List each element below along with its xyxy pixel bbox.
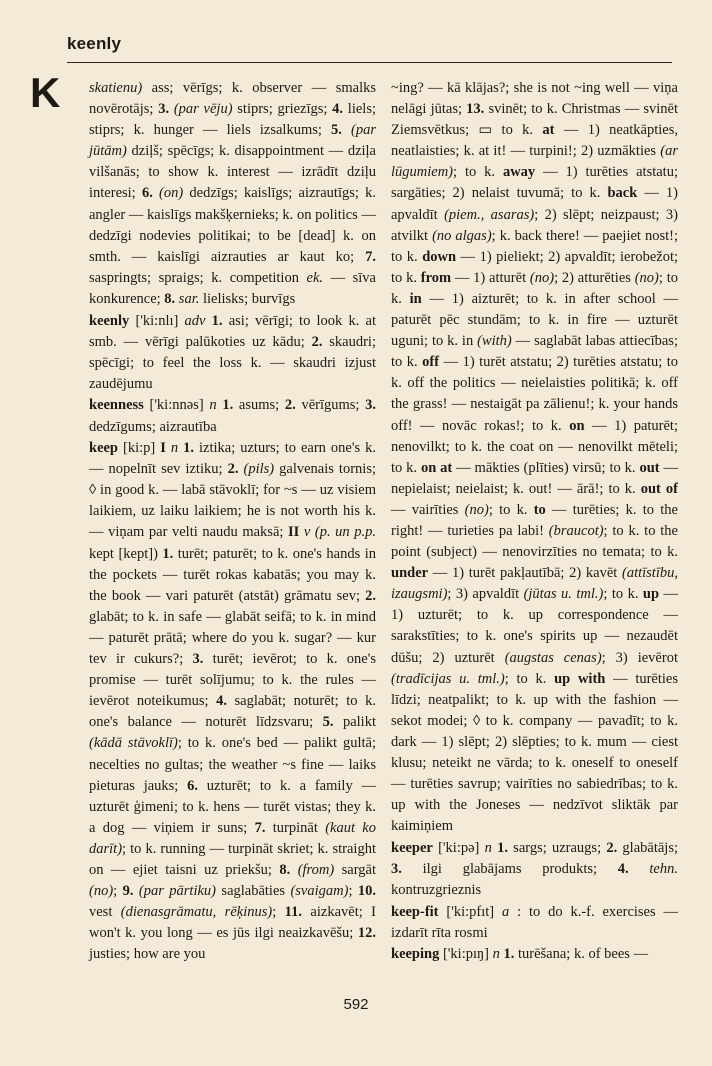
bold-text: 10. <box>357 883 377 900</box>
entry-text: dziļš; spēcīgs; k. disappointment — dziļa vilšanās; to show k. interest — izrādīt dziļu interesi; <box>89 143 376 202</box>
bold-text: 1. <box>183 440 194 457</box>
entry-text: ; to k. to the point (subject) — nenovirzīties no temata; to k. <box>391 522 678 561</box>
entry-text: ; to k. <box>453 164 503 181</box>
bold-text: 3. <box>158 101 170 118</box>
entry-text: — mākties (plīties) virsū; to k. <box>452 459 640 476</box>
entry-text: dedzīgs; kaislīgs; aizrautīgs; k. angler — kaislīgs makšķernieks; k. on politics — dedzīgi nodevies politikai; to be [dead] k. on smth. — kaislīgi aizrauties ar kaut ko; <box>89 185 376 265</box>
entry-text: ; 2) atturēties <box>554 269 635 286</box>
bold-text: out <box>639 459 660 476</box>
italic-text: (jūtas u. tml.) <box>523 586 604 603</box>
entry-text: — 1) atturēt <box>451 269 530 286</box>
entry-text: svinēt; to k. Christmas — svinēt Ziemsvētkus; ▭ to k. <box>391 101 679 139</box>
entry-text: asi; vērīgi; to look k. at smb. — vērīgi palūkoties uz kādu; <box>89 312 376 350</box>
entry-text: ['ki:pfıt] <box>438 903 502 920</box>
italic-text: (svaigam) <box>290 883 349 900</box>
thumb-index-letter: K <box>30 69 61 116</box>
bold-text: 1. <box>503 946 515 963</box>
italic-text: (no) <box>464 501 489 518</box>
bold-text: down <box>422 248 457 265</box>
bold-text: off <box>422 354 440 371</box>
entry-text: — 1) aizturēt; to k. in after school — paturēt pēc stundām; to k. in fire — uzturēt uguni; to k. in <box>391 290 678 350</box>
italic-text: (on) <box>159 185 184 202</box>
bold-text: on <box>569 417 585 434</box>
italic-text: (kādā stāvoklī) <box>89 735 178 752</box>
italic-text: tehn. <box>649 860 678 877</box>
entry-text: uzturēt; to k. a family — uzturēt ģimeni; to k. hens — turēt vistas; they k. a dog — viņiem ir suns; <box>89 777 376 836</box>
entry-text: ass; vērīgs; k. observer — smalks novērotājs; <box>89 80 376 118</box>
italic-text: (augstas cenas) <box>504 649 602 666</box>
header-rule <box>67 62 672 63</box>
bold-text: away <box>502 164 536 181</box>
bold-text: 7. <box>365 248 376 265</box>
italic-text: (kaut ko darīt) <box>89 819 376 857</box>
italic-text: n <box>484 839 492 856</box>
entry-text: aizkavēt; I won't k. you long — es jūs ilgi neaizkavēšu; <box>89 904 377 942</box>
entry-text: turēt; paturēt; to k. one's hands in the pockets — turēt rokas kabatās; you may k. the book — vari paturēt (atstāt) grāmatu sev; <box>89 545 376 604</box>
entry-text: — saglabāt labas attiecības; to k. <box>391 333 678 371</box>
bold-text: 8. <box>279 861 291 878</box>
bold-text: 1. <box>222 397 234 414</box>
bold-text: 3. <box>365 397 377 414</box>
bold-text: 1. <box>162 545 174 562</box>
italic-text: (from) <box>297 861 335 878</box>
bold-text: up with <box>554 670 606 687</box>
entry-text: ; <box>113 883 123 900</box>
bold-text: 4. <box>216 693 227 710</box>
entry-text: — 1) neatkāpties, neatlaisties; k. at it! — turpini!; 2) uzmākties <box>391 122 678 160</box>
entry-text: ; to k. one's bed — palikt gultā; necelties no gultas; the weather ~s fine — laiks pieturas jauks; <box>89 735 376 794</box>
bold-text: out of <box>640 480 678 497</box>
bold-text: keenness <box>89 397 144 414</box>
entry-text: ['ki:nnəs] <box>143 397 210 414</box>
bold-text: 2. <box>311 333 323 350</box>
dictionary-entry <box>89 438 376 965</box>
entry-text: skaudri; spēcīgi; to feel the loss k. — skaudri izjust zaudējumu <box>89 333 376 392</box>
entry-text: ['ki:nlı] <box>129 312 185 329</box>
bold-text: II <box>288 524 300 541</box>
italic-text: adv <box>184 312 206 329</box>
entry-text: ; to k. <box>504 670 555 687</box>
bold-text: keep <box>89 440 118 457</box>
entry-text: ; 2) slēpt; neizpaust; 3) atvilkt <box>391 206 678 244</box>
entry-text: ; to k. running — turpināt skriet; k. straight on — ejiet taisni uz priekšu; <box>89 840 376 878</box>
page-number: 592 <box>343 996 369 1013</box>
bold-text: 5. <box>322 714 334 731</box>
entry-text: ; to k. <box>391 269 678 307</box>
bold-text: 4. <box>332 101 344 118</box>
italic-text: n <box>170 440 179 457</box>
italic-text: (piem., asaras) <box>444 206 535 223</box>
entry-text: — 1) uzturēt; to k. up correspondence — sarakstīties; to k. one's spirits up — nezaudēt dūšu; 2) uzturēt <box>391 586 678 666</box>
entry-text: lielisks; burvīgs <box>199 290 296 307</box>
bold-text: 2. <box>227 461 239 478</box>
entry-text <box>290 862 297 878</box>
bold-text: 6. <box>187 777 198 794</box>
italic-text: v <box>303 524 311 541</box>
entry-text: ; k. back there! — paejiet nost!; to k. <box>391 227 678 265</box>
bold-text: keep-fit <box>391 903 439 920</box>
italic-text: (no) <box>89 883 114 900</box>
entry-text: glabāt; to k. in safe — glabāt seifā; to k. in mind — paturēt prātā; where do you k. sugar? — kur tev ir cukurs?; <box>89 608 376 668</box>
bold-text: back <box>607 185 638 202</box>
bold-text: 7. <box>254 819 266 836</box>
italic-text: (par vēju) <box>173 101 233 118</box>
italic-text: (no) <box>634 269 659 286</box>
entry-text: galvenais tornis; ◊ in good k. — labā stāvoklī; for ~s — uz visiem laikiem, uz laiku laikiem; he is not worth his k. — viņam par velti naudu maksā; <box>89 461 376 541</box>
entry-text: glabātājs; <box>617 839 678 856</box>
entry-text: palikt <box>333 714 376 731</box>
italic-text: (no) <box>529 269 555 286</box>
bold-text: keeping <box>391 946 440 963</box>
entry-text: ; 3) apvaldīt <box>447 586 524 603</box>
italic-text: (braucot) <box>548 522 604 539</box>
bold-text: 1. <box>497 839 508 856</box>
italic-text: a <box>501 903 510 920</box>
right-column <box>391 78 678 966</box>
dictionary-entry <box>89 311 376 395</box>
left-column <box>89 78 376 966</box>
entry-text: [ki:p] <box>118 440 161 457</box>
bold-text: 2. <box>606 839 618 856</box>
italic-text: (pils) <box>243 461 275 478</box>
bold-text: 1. <box>211 312 223 329</box>
entry-text: ; <box>272 904 285 921</box>
entry-text: vest <box>89 904 121 921</box>
entry-text: kontruzgrieznis <box>391 882 482 899</box>
bold-text: 3. <box>391 860 402 877</box>
bold-text: 2. <box>365 587 376 604</box>
entry-text: ~ing? — kā klājas?; she is not ~ing well — viņa nelāgi jūtas; <box>391 80 678 118</box>
entry-text: saspringts; spraigs; k. competition <box>89 269 307 286</box>
entry-continuation <box>391 78 678 837</box>
bold-text: up <box>642 586 660 603</box>
bold-text: 5. <box>331 122 342 139</box>
entry-text: iztika; uzturs; to earn one's k. — nopelnīt sev iztiku; <box>89 440 376 478</box>
running-head: keenly <box>67 34 122 53</box>
entry-text: kept [kept]) <box>89 545 163 562</box>
italic-text: (par jūtām) <box>89 122 376 160</box>
entry-text: — 1) pieliekt; 2) apvaldīt; ierobežot; to k. <box>391 248 678 286</box>
entry-text: turēt; ievērot; to k. one's promise — turēt solījumu; to k. the rules — ievērot noteikumus; <box>89 651 376 710</box>
bold-text: 11. <box>284 904 302 921</box>
entry-text: turēšana; k. of bees — <box>514 946 649 963</box>
dictionary-entry <box>391 902 678 944</box>
entry-text: — 1) apvaldīt <box>391 185 678 223</box>
bold-text: 12. <box>357 925 376 942</box>
entry-text: — 1) paturēt; nenovilkt; to k. the coat on — nenovilkt mēteli; to k. <box>391 417 678 476</box>
italic-text: (attīstību, izaugsmi) <box>391 565 678 603</box>
entry-text: turpināt <box>265 819 326 836</box>
bold-text: 2. <box>284 397 296 414</box>
entry-text: saglabāt; noturēt; to k. one's balance — noturēt līdzsvaru; <box>89 693 376 731</box>
entry-text: sargāt <box>334 861 376 878</box>
italic-text: (with) <box>477 333 512 350</box>
italic-text: (p. un p.p. <box>314 524 376 541</box>
entry-text: — 1) turēties atstatu; sargāties; 2) nelaist tuvumā; to k. <box>391 164 678 202</box>
entry-text: ; to k. <box>603 586 643 603</box>
entry-text: — nepielaist; neielaist; k. out! — ārā!; to k. <box>391 459 678 497</box>
italic-text: (no algas) <box>432 227 492 244</box>
entry-text <box>342 122 351 138</box>
bold-text: keenly <box>89 312 130 329</box>
bold-text: keeper <box>391 839 433 856</box>
italic-text: n <box>209 397 217 414</box>
dictionary-entry <box>391 838 678 901</box>
entry-text: ; <box>348 883 358 900</box>
entry-text: — 1) turēt atstatu; 2) turēties atstatu; to k. off the politics — neielaisties politikā; k. off the grass! — nestaigāt pa zālienu!; k. your hands off! — novāc rokas!; to k. <box>391 354 678 434</box>
bold-text: 8. <box>164 290 176 307</box>
bold-text: under <box>391 565 429 582</box>
bold-text: on at <box>420 459 453 476</box>
entry-text: stiprs; griezīgs; <box>232 101 333 118</box>
entry-text: ['ki:pıŋ] <box>439 946 493 963</box>
entry-text: ilgi glabājams produkts; <box>401 860 618 877</box>
bold-text: from <box>420 269 452 286</box>
entry-text: saglabāties <box>216 883 291 900</box>
entry-text: ['ki:pə] <box>432 839 485 856</box>
bold-text: 9. <box>122 883 134 900</box>
bold-text: to <box>533 501 546 518</box>
entry-text: vērīgums; <box>295 397 366 414</box>
entry-text: : to do k.-f. exercises — izdarīt rīta rosmi <box>391 903 678 941</box>
bold-text: 4. <box>617 860 629 877</box>
entry-text: sargs; uzraugs; <box>507 839 607 856</box>
bold-text: 13. <box>466 101 485 118</box>
bold-text: 6. <box>141 185 153 202</box>
entry-text <box>629 861 650 877</box>
italic-text: (par pārtiku) <box>138 883 217 900</box>
entry-text: — 1) turēt pakļautībā; 2) kavēt <box>428 565 622 582</box>
entry-text: liels; stiprs; k. hunger — liels izsalkums; <box>89 101 376 139</box>
bold-text: at <box>542 122 555 139</box>
bold-text: in <box>409 290 422 307</box>
entry-text: ; 3) ievērot <box>601 649 678 666</box>
italic-text: (dienasgrāmatu, rēķinus) <box>120 904 273 921</box>
entry-text: justies; how are you <box>89 946 206 963</box>
entry-text: — sīva konkurence; <box>89 269 376 307</box>
italic-text: (tradīcijas u. tml.) <box>391 670 505 687</box>
dictionary-entry <box>391 944 678 965</box>
italic-text: n <box>492 946 500 963</box>
italic-text: skatienu) <box>89 80 143 96</box>
entry-text: ; to k. <box>488 501 534 518</box>
entry-text: — vairīties <box>391 501 465 518</box>
entry-continuation <box>89 78 376 310</box>
italic-text: sar. <box>178 290 200 307</box>
entry-text: — turēties līdzi; neatpalikt; to k. up with the fashion — sekot modei; ◊ to k. company — pavadīt; to k. dark — 1) slēpt; 2) slēpties; to k. mum — ciest klusu; neteikt ne vārda; to k. oneself to oneself — turēties savrup; vairīties no sabiedrības; to k. up with the Joneses — nedzīvot sliktāk par kaimiņiem <box>391 670 678 835</box>
italic-text: (ar lūgumiem) <box>391 143 678 181</box>
bold-text: 3. <box>192 651 204 668</box>
dictionary-entry <box>89 395 376 437</box>
entry-text: — turēties; k. to the right! — turieties pa labi! <box>391 501 678 539</box>
entry-text: asums; <box>233 397 285 414</box>
bold-text: I <box>160 440 166 457</box>
entry-text: dedzīgums; aizrautība <box>89 418 217 435</box>
italic-text: ek. <box>306 269 324 286</box>
